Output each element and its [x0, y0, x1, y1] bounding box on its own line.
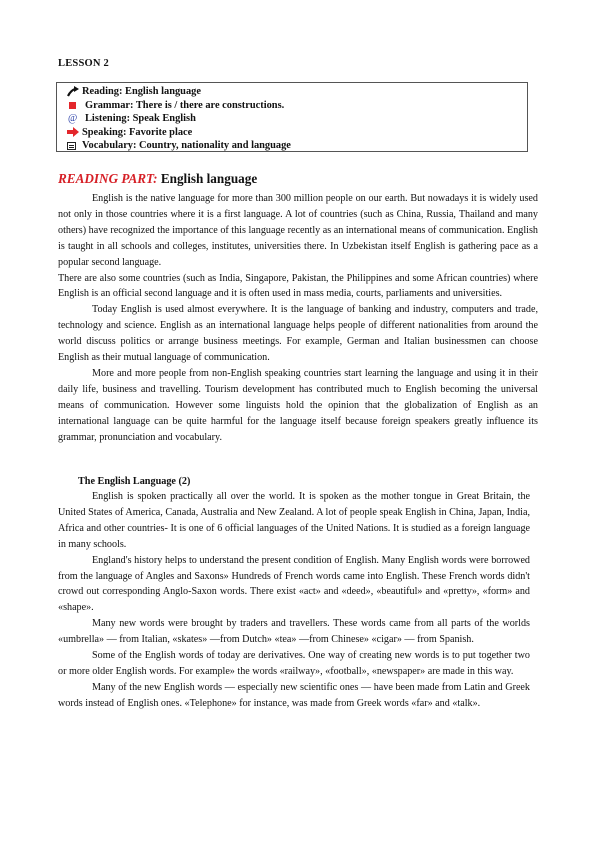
paragraph: English is the native language for more than 300 million people on our earth. But nowadays it is widely used not only in those countries where it is a first language. A lot of countries (such as China, Russia, Thailand and many others) have recognized the importance of this language recently as an international means of communication. English is taught in all schools and colleges, institutes, universities there. In Uzbekistan itself English is gathering pace as a popular second language. — [58, 193, 538, 268]
objective-text: Grammar: There is / there are constructions. — [85, 99, 285, 111]
paragraph: Today English is used almost everywhere. It is the language of banking and industry, computers and trade, technology and science. English as an international language helps people of different nationalities from around the world discuss politics or arrange business meetings. For example, German and Italian businessmen can choose English as their mutual language of communication. — [58, 304, 538, 364]
paragraph: There are also some countries (such as India, Singapore, Pakistan, the Philippines and some African countries) where English is an official second language and it is often used in mass media, courts, parliaments and universities. — [58, 272, 538, 300]
objective-text: Speaking: Favorite place — [82, 126, 193, 138]
reading-part-heading — [58, 171, 257, 187]
section2-heading: The English Language (2) — [78, 476, 191, 487]
objective-speaking — [67, 126, 527, 140]
arrow-curve-icon — [67, 86, 82, 97]
objective-vocabulary — [67, 139, 527, 153]
red-square-icon — [67, 102, 82, 109]
section2-text — [58, 489, 530, 712]
book-icon — [67, 142, 82, 150]
section1-text — [58, 191, 538, 446]
objectives-box — [56, 82, 528, 152]
objective-text: Vocabulary: Country, nationality and language — [82, 140, 291, 152]
paragraph: More and more people from non-English speaking countries start learning the language and using it in their daily life, business and travelling. Tourism development has contributed much to English becoming the universal means of communication. However some linguists hold the opinion that the globalization of English as an international language can be quite harmful for the language itself because foreign speakers greatly influence its grammar, pronunciation and vocabulary. — [58, 367, 538, 443]
objective-text: Listening: Speak English — [85, 113, 196, 125]
paragraph: Some of the English words of today are derivatives. One way of creating new words is to put together two or more older English words. For example» the words «railway», «football», «newspaper» are made in this way. — [58, 650, 530, 677]
objective-reading — [67, 85, 527, 99]
paragraph: Many of the new English words — especially new scientific ones — have been made from Latin and Greek words instead of English ones. «Telephone» for instance, was made from Greek words «far» and «talk». — [58, 681, 530, 709]
paragraph: Many new words were brought by traders and travellers. These words came from all parts of the worlds «umbrella» — from Italian, «skates» —from Dutch» «tea» —from Chinese» «cigar» — from Spanish. — [58, 618, 530, 646]
reading-part-title: English language — [160, 171, 258, 186]
paragraph: English is spoken practically all over the world. It is spoken as the mother tongue in Great Britain, the United States of America, Canada, Australia and New Zealand. A lot of people speak English in China, Japan, India, Africa and other countries- It is one of 6 official languages of the United Nations. It is studied as a foreign language in many schools. — [58, 491, 530, 550]
lesson-title: LESSON 2 — [58, 58, 109, 69]
red-arrow-right-icon — [67, 127, 82, 137]
paragraph: England's history helps to understand the present condition of English. Many English words were borrowed from the language of Angles and Saxons» Hundreds of French words came into English. These French words didn't crowd out corresponding Anglo-Saxon words. There exist «act» and «deed», «beautiful» and «pretty», «form» and «shape». — [58, 554, 530, 614]
reading-part-label: READING PART: — [58, 171, 158, 186]
objective-text: Reading: English language — [82, 86, 201, 98]
objective-grammar — [67, 99, 527, 113]
at-sign-icon: @ — [68, 113, 78, 125]
objective-listening — [67, 112, 527, 126]
